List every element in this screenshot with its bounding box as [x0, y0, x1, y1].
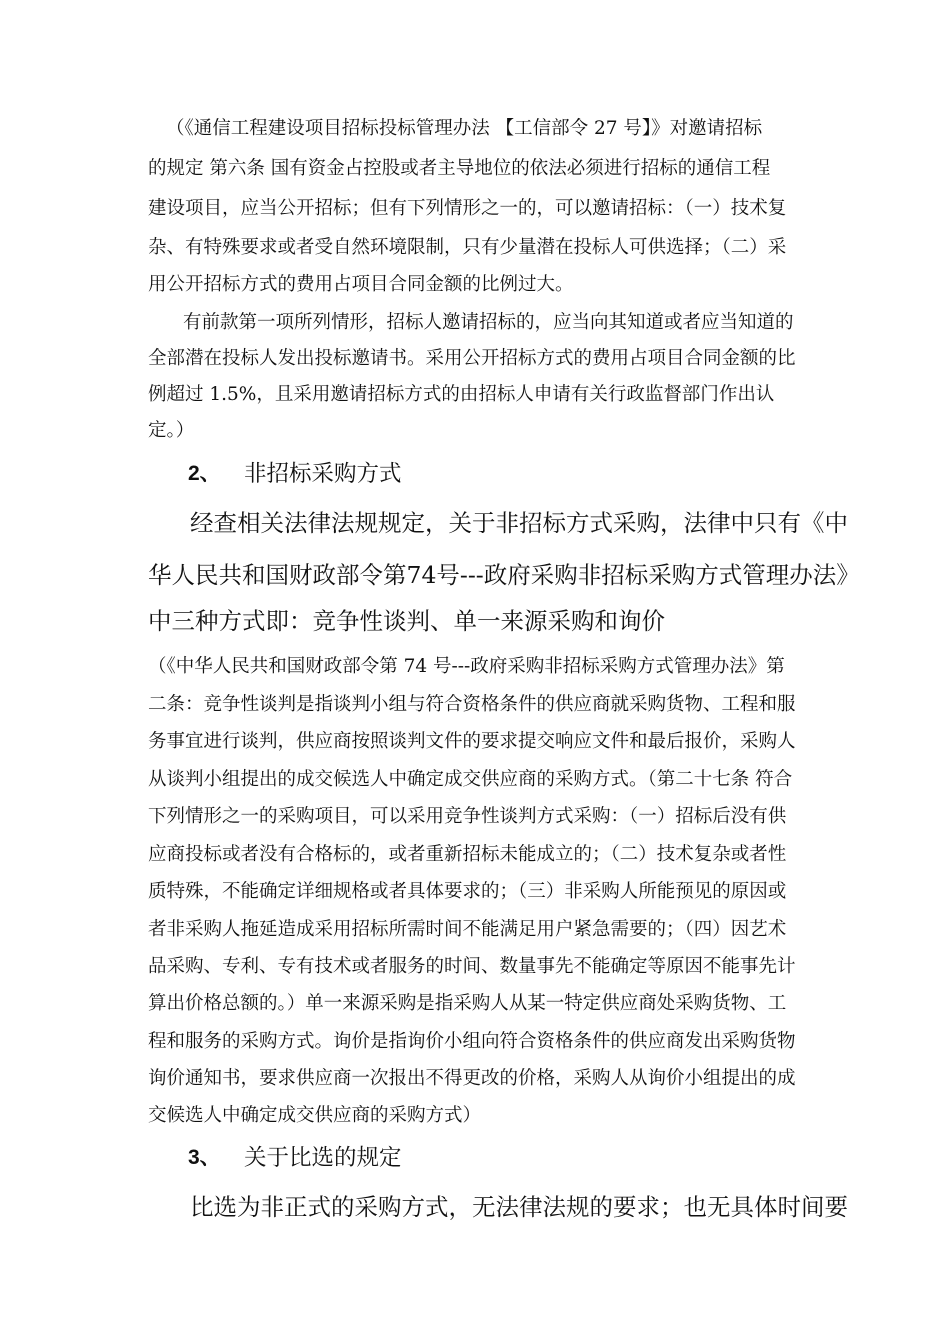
paragraph-line: 者非采购人拖延造成采用招标所需时间不能满足用户紧急需要的；（四）因艺术: [148, 919, 787, 940]
paragraph-line: 的规定 第六条 国有资金占控股或者主导地位的依法必须进行招标的通信工程: [148, 158, 771, 179]
paragraph-line: （《中华人民共和国财政部令第 74 号---政府采购非招标采购方式管理办法》第: [148, 656, 785, 677]
paragraph-line: 询价通知书，要求供应商一次报出不得更改的价格，采购人从询价小组提出的成: [148, 1068, 796, 1089]
paragraph-line: 建设项目，应当公开招标；但有下列情形之一的，可以邀请招标：（一）技术复: [148, 198, 787, 219]
paragraph-line: 质特殊，不能确定详细规格或者具体要求的；（三）非采购人所能预见的原因或: [148, 881, 787, 902]
paragraph-line: 二条：竞争性谈判是指谈判小组与符合资格条件的供应商就采购货物、工程和服: [148, 694, 796, 715]
paragraph-line: 算出价格总额的。）单一来源采购是指采购人从某一特定供应商处采购货物、工: [148, 993, 787, 1014]
paragraph-line: 华人民共和国财政部令第74号---政府采购非招标采购方式管理办法》: [148, 561, 860, 589]
paragraph-line: 杂、有特殊要求或者受自然环境限制，只有少量潜在投标人可供选择；（二）采: [148, 237, 787, 258]
section-number: 3、: [188, 1146, 221, 1169]
section-number: 2、: [188, 462, 221, 485]
paragraph-line: 应商投标或者没有合格标的，或者重新招标未能成立的；（二）技术复杂或者性: [148, 844, 787, 865]
paragraph-line: 比选为非正式的采购方式，无法律法规的要求；也无具体时间要: [190, 1193, 848, 1221]
section-title: 非招标采购方式: [244, 461, 402, 487]
paragraph-line: 中三种方式即：竞争性谈判、单一来源采购和询价: [148, 607, 665, 635]
paragraph-line: 交候选人中确定成交供应商的采购方式）: [148, 1105, 482, 1126]
paragraph-line: 定。）: [148, 420, 195, 441]
paragraph-line: 程和服务的采购方式。询价是指询价小组向符合资格条件的供应商发出采购货物: [148, 1031, 796, 1052]
paragraph-line: 下列情形之一的采购项目，可以采用竞争性谈判方式采购：（一）招标后没有供: [148, 806, 787, 827]
paragraph-line: 全部潜在投标人发出投标邀请书。采用公开招标方式的费用占项目合同金额的比: [148, 348, 796, 369]
paragraph-line: 经查相关法律法规规定，关于非招标方式采购，法律中只有《中: [190, 509, 848, 537]
paragraph-line: （《通信工程建设项目招标投标管理办法 【工信部令 27 号】》对邀请招标: [166, 118, 763, 139]
paragraph-line: 有前款第一项所列情形，招标人邀请招标的，应当向其知道或者应当知道的: [183, 312, 794, 333]
section-heading: [148, 1147, 548, 1173]
paragraph-line: 例超过 1.5%，且采用邀请招标方式的由招标人申请有关行政监督部门作出认: [148, 384, 775, 405]
section-title: 关于比选的规定: [244, 1145, 402, 1171]
paragraph-line: 从谈判小组提出的成交候选人中确定成交供应商的采购方式。（第二十七条 符合: [148, 769, 793, 790]
paragraph-line: 用公开招标方式的费用占项目合同金额的比例过大。: [148, 274, 574, 295]
section-heading: [148, 463, 548, 489]
paragraph-line: 务事宜进行谈判，供应商按照谈判文件的要求提交响应文件和最后报价，采购人: [148, 731, 796, 752]
paragraph-line: 品采购、专利、专有技术或者服务的时间、数量事先不能确定等原因不能事先计: [148, 956, 796, 977]
